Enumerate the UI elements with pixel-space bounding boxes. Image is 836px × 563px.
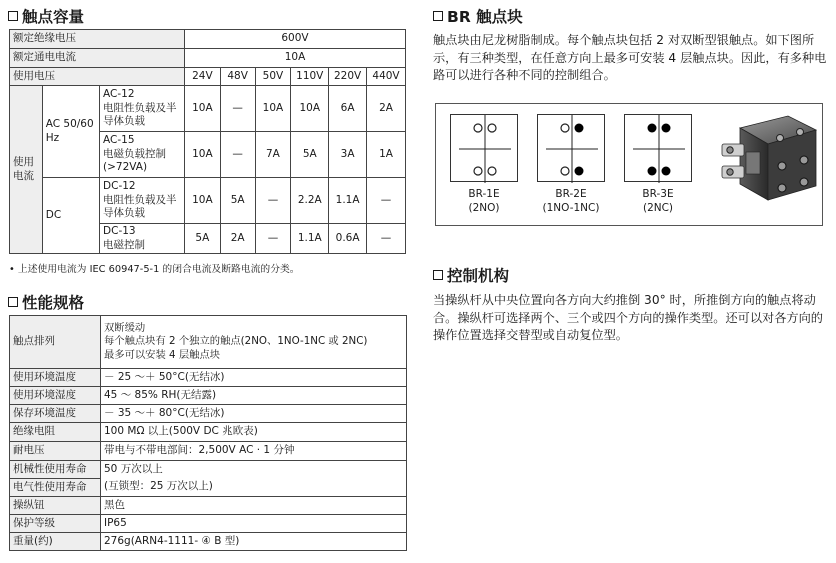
spec-value: 100 MΩ 以上(500V DC 兆欧表): [101, 423, 407, 442]
rated-current-value: 10A: [184, 49, 405, 68]
dc13-cell: [100, 224, 185, 254]
category-desc: 电磁负载控制(>72VA): [103, 147, 167, 174]
category-desc: 电阻性负载及半导体负载: [103, 193, 177, 220]
spec-label: 使用环境温度: [10, 369, 101, 387]
ac-label: AC 50/60 Hz: [42, 86, 99, 178]
value-cell: 3A: [329, 132, 367, 178]
ac12-cell: [100, 86, 185, 132]
value-cell: 10A: [184, 86, 220, 132]
spec-label: 触点排列: [10, 316, 101, 369]
spec-value: 双断缓动 每个触点块有 2 个独立的触点(2NO、1NO-1NC 或 2NC) 最多可以安装 4 层触点块: [101, 316, 407, 369]
value-cell: 10A: [291, 86, 329, 132]
value-cell: —: [255, 178, 291, 224]
mechanism-description: 当操纵杆从中央位置向各方向大约推倒 30° 时，所推倒方向的触点将动合。操纵杆可选择两个、三个或四个方向的操作类型。还可以对各方向的操作位置选择交替型或自动复位型。: [433, 293, 823, 342]
voltage-header: 24V: [184, 68, 220, 86]
contact-capacity-table: [9, 29, 406, 254]
square-bullet-icon: [8, 297, 18, 307]
value-cell: 2A: [220, 224, 255, 254]
spec-label: 机械性使用寿命: [10, 461, 101, 479]
ac15-cell: [100, 132, 185, 178]
br-3e-symbol: [624, 114, 692, 182]
rated-insulation-value: 600V: [184, 30, 405, 49]
voltage-header: 110V: [291, 68, 329, 86]
spec-value: 黑色: [101, 497, 407, 515]
voltage-header: 50V: [255, 68, 291, 86]
category-desc: 电磁控制: [103, 238, 146, 251]
spec-label: 保护等级: [10, 515, 101, 533]
category-code: AC-15: [103, 134, 135, 147]
dc-label: DC: [42, 178, 99, 254]
spec-value: 276g(ARN4-1111- ④ B 型): [101, 533, 407, 551]
value-cell: 5A: [291, 132, 329, 178]
mechanism-title: 控制机构: [447, 267, 510, 285]
spec-label: 绝缘电阻: [10, 423, 101, 442]
br-1e-label: [439, 187, 529, 215]
contact-block-diagram: [435, 103, 823, 226]
spec-label: 保存环境温度: [10, 405, 101, 423]
value-cell: 6A: [329, 86, 367, 132]
square-bullet-icon: [8, 11, 18, 21]
capacity-title: 触点容量: [22, 8, 85, 26]
br-block-title: BR 触点块: [447, 8, 523, 26]
spec-value: － 35 ～＋ 80°C(无结冰): [101, 405, 407, 423]
type-name: BR-3E: [642, 188, 674, 200]
value-cell: 0.6A: [329, 224, 367, 254]
square-bullet-icon: [433, 11, 443, 21]
value-cell: 2.2A: [291, 178, 329, 224]
value-cell: —: [255, 224, 291, 254]
type-name: BR-2E: [555, 188, 587, 200]
dc12-cell: [100, 178, 185, 224]
spec-value: IP65: [101, 515, 407, 533]
spec-label: 重量(约): [10, 533, 101, 551]
performance-title: 性能规格: [22, 294, 85, 312]
spec-label: 操纵钮: [10, 497, 101, 515]
value-cell: 7A: [255, 132, 291, 178]
performance-spec-table: [9, 315, 407, 551]
value-cell: 5A: [184, 224, 220, 254]
br-2e-label: [526, 187, 616, 215]
contact-block-photo: [718, 108, 822, 208]
square-bullet-icon: [433, 270, 443, 280]
voltage-header: 220V: [329, 68, 367, 86]
value-cell: —: [367, 178, 406, 224]
voltage-header: 440V: [367, 68, 406, 86]
type-desc: (2NC): [642, 202, 674, 214]
value-cell: —: [367, 224, 406, 254]
br-1e-symbol: [450, 114, 518, 182]
spec-label: 耐电压: [10, 442, 101, 461]
type-desc: (2NO): [468, 202, 500, 214]
br-block-heading: [433, 5, 523, 27]
br-block-description: 触点块由尼龙树脂制成。每个触点块包括 2 对双断型银触点。如下图所示，有三种类型，在任意方向上最多可安装 4 层触点块。因此，有多种电路可以进行各种不同的控制组合。: [433, 33, 827, 82]
spec-label: 使用环境湿度: [10, 387, 101, 405]
br-3e-label: [613, 187, 703, 215]
capacity-footnote: • 上述使用电流为 IEC 60947-5-1 的闭合电流及断路电流的分类。: [9, 264, 300, 275]
value-cell: 1.1A: [329, 178, 367, 224]
value-cell: 10A: [184, 132, 220, 178]
category-code: AC-12: [103, 88, 135, 101]
value-cell: 2A: [367, 86, 406, 132]
mechanism-heading: [433, 264, 509, 286]
spec-value: 50 万次以上: [101, 461, 407, 479]
capacity-heading: [8, 5, 84, 27]
spec-value: 带电与不带电部间：2,500V AC · 1 分钟: [101, 442, 407, 461]
category-code: DC-12: [103, 180, 136, 193]
spec-label: 电气性使用寿命: [10, 479, 101, 497]
performance-heading: [8, 291, 84, 313]
spec-value: (互锁型：25 万次以上): [101, 479, 407, 497]
spec-value: － 25 ～＋ 50°C(无结冰): [101, 369, 407, 387]
value-cell: —: [220, 86, 255, 132]
current-label: 使用电流: [10, 86, 43, 254]
rated-current-label: 额定通电电流: [10, 49, 185, 68]
category-desc: 电阻性负载及半导体负载: [103, 101, 177, 128]
voltage-header: 48V: [220, 68, 255, 86]
value-cell: 1.1A: [291, 224, 329, 254]
value-cell: 10A: [184, 178, 220, 224]
br-2e-symbol: [537, 114, 605, 182]
voltage-label: 使用电压: [10, 68, 185, 86]
value-cell: 5A: [220, 178, 255, 224]
spec-value: 45 ～ 85% RH(无结露): [101, 387, 407, 405]
value-cell: —: [220, 132, 255, 178]
rated-insulation-label: 额定绝缘电压: [10, 30, 185, 49]
type-name: BR-1E: [468, 188, 500, 200]
category-code: DC-13: [103, 225, 136, 237]
type-desc: (1NO-1NC): [542, 202, 600, 214]
value-cell: 10A: [255, 86, 291, 132]
value-cell: 1A: [367, 132, 406, 178]
